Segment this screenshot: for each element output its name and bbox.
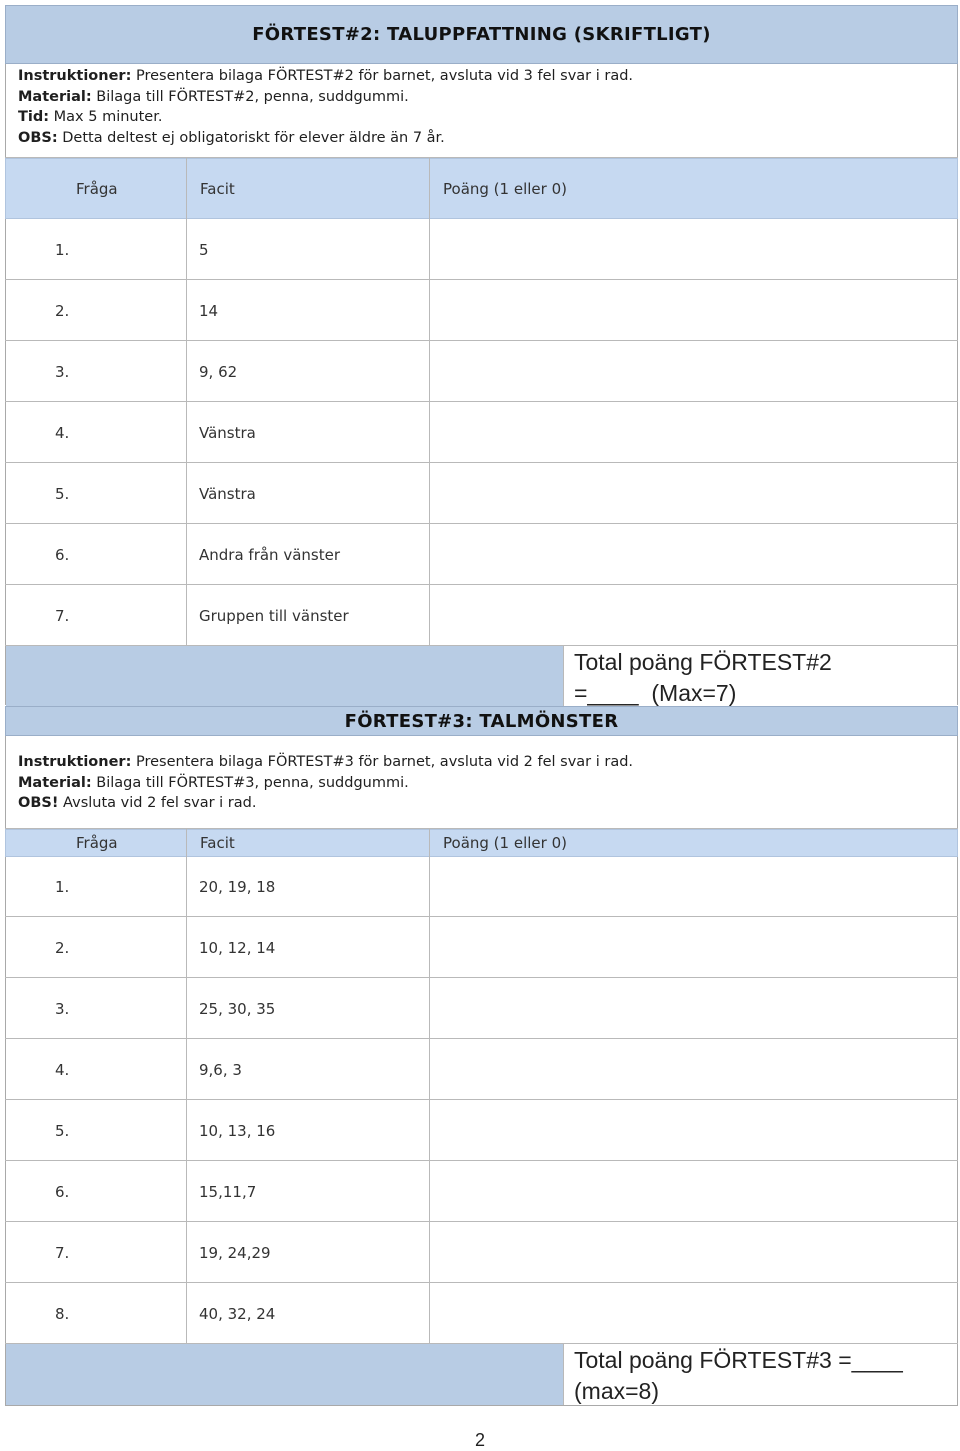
test2-total-line2: =____ (Max=7): [574, 680, 737, 706]
test2-total-line1: Total poäng FÖRTEST#2: [574, 649, 832, 675]
test2-row-2-points-field[interactable]: [430, 281, 958, 340]
test3-row-3-question: 3.: [55, 999, 70, 1018]
test3-table-header: [5, 829, 958, 857]
test2-instructions: [18, 66, 938, 148]
test2-row-4-answer: Vänstra: [199, 423, 256, 442]
test2-header-points: Poäng (1 eller 0): [443, 179, 567, 198]
test3-row-7-answer: 19, 24,29: [199, 1243, 271, 1262]
test3-row-5-points-field[interactable]: [430, 1101, 958, 1160]
test2-row-3-answer: 9, 62: [199, 362, 238, 381]
test2-row-3-question: 3.: [55, 362, 70, 381]
test3-row-4-question: 4.: [55, 1060, 70, 1079]
test2-row-5-question: 5.: [55, 484, 70, 503]
test2-row-2-answer: 14: [199, 301, 219, 320]
test3-total-line2: (max=8): [574, 1378, 659, 1404]
test3-title: FÖRTEST#3: TALMÖNSTER: [344, 711, 619, 732]
test3-row-2-answer: 10, 12, 14: [199, 938, 276, 957]
test3-row-5-question: 5.: [55, 1121, 70, 1140]
test3-total-score[interactable]: [564, 1345, 957, 1405]
test2-row-7-answer: Gruppen till vänster: [199, 606, 349, 625]
test3-row-8-points-field[interactable]: [430, 1284, 958, 1343]
test3-instruction-line: Instruktioner: Presentera bilaga FÖRTEST#3 för barnet, avsluta vid 2 fel svar i rad.: [18, 754, 634, 770]
test3-header-answer: Facit: [200, 834, 235, 852]
test3-header-points: Poäng (1 eller 0): [443, 834, 567, 852]
test2-row-5-answer: Vänstra: [199, 484, 256, 503]
test2-table-header: [5, 158, 958, 219]
test3-row-7-points-field[interactable]: [430, 1223, 958, 1282]
test2-total-score[interactable]: [564, 647, 957, 705]
test2-row-7-points-field[interactable]: [430, 586, 958, 645]
test3-title-bar: [5, 706, 958, 736]
test3-row-6-answer: 15,11,7: [199, 1182, 257, 1201]
test3-instruction-line: Material: Bilaga till FÖRTEST#3, penna, suddgummi.: [18, 774, 409, 791]
test2-title-bar: [5, 5, 958, 64]
test3-header-question: Fråga: [76, 834, 118, 852]
test3-instructions: [18, 752, 938, 814]
test3-row-3-points-field[interactable]: [430, 979, 958, 1038]
test2-row-1-answer: 5: [199, 240, 209, 259]
test3-row-4-answer: 9,6, 3: [199, 1060, 242, 1079]
test2-row-6-points-field[interactable]: [430, 525, 958, 584]
test2-instruction-line: OBS: Detta deltest ej obligatoriskt för elever äldre än 7 år.: [18, 129, 445, 146]
test2-row-1-points-field[interactable]: [430, 220, 958, 279]
test3-total-line1: Total poäng FÖRTEST#3 =____: [574, 1347, 903, 1373]
test2-row-7-question: 7.: [55, 606, 70, 625]
test3-row-4-points-field[interactable]: [430, 1040, 958, 1099]
test3-row-8-answer: 40, 32, 24: [199, 1304, 276, 1323]
test2-row-2-question: 2.: [55, 301, 70, 320]
test2-header-question: Fråga: [76, 179, 118, 198]
test2-row-4-points-field[interactable]: [430, 403, 958, 462]
test3-row-1-points-field[interactable]: [430, 858, 958, 916]
test2-instruction-line: Instruktioner: Presentera bilaga FÖRTEST#2 för barnet, avsluta vid 3 fel svar i rad.: [18, 68, 634, 84]
test2-row-3-points-field[interactable]: [430, 342, 958, 401]
test3-row-1-answer: 20, 19, 18: [199, 878, 276, 896]
test2-row-1-question: 1.: [55, 240, 70, 259]
test2-header-answer: Facit: [200, 179, 235, 198]
test3-row-1-question: 1.: [55, 878, 70, 896]
test2-total-band: [6, 646, 563, 706]
test2-instruction-line: Tid: Max 5 minuter.: [18, 109, 163, 125]
test3-row-6-points-field[interactable]: [430, 1162, 958, 1221]
test3-row-2-points-field[interactable]: [430, 918, 958, 977]
test2-instruction-line: Material: Bilaga till FÖRTEST#2, penna, suddgummi.: [18, 88, 409, 105]
test3-row-3-answer: 25, 30, 35: [199, 999, 276, 1018]
test2-title: FÖRTEST#2: TALUPPFATTNING (SKRIFTLIGT): [252, 24, 711, 45]
test3-row-2-question: 2.: [55, 938, 70, 957]
test3-row-5-answer: 10, 13, 16: [199, 1121, 276, 1140]
test3-row-8-question: 8.: [55, 1304, 70, 1323]
test3-instruction-line: OBS! Avsluta vid 2 fel svar i rad.: [18, 795, 257, 811]
test3-row-7-question: 7.: [55, 1243, 70, 1262]
test2-row-5-points-field[interactable]: [430, 464, 958, 523]
page-number: 2: [474, 1430, 485, 1450]
test2-row-4-question: 4.: [55, 423, 70, 442]
test2-row-6-answer: Andra från vänster: [199, 545, 340, 564]
test3-total-band: [6, 1344, 563, 1405]
test3-row-6-question: 6.: [55, 1182, 70, 1201]
test2-row-6-question: 6.: [55, 545, 70, 564]
